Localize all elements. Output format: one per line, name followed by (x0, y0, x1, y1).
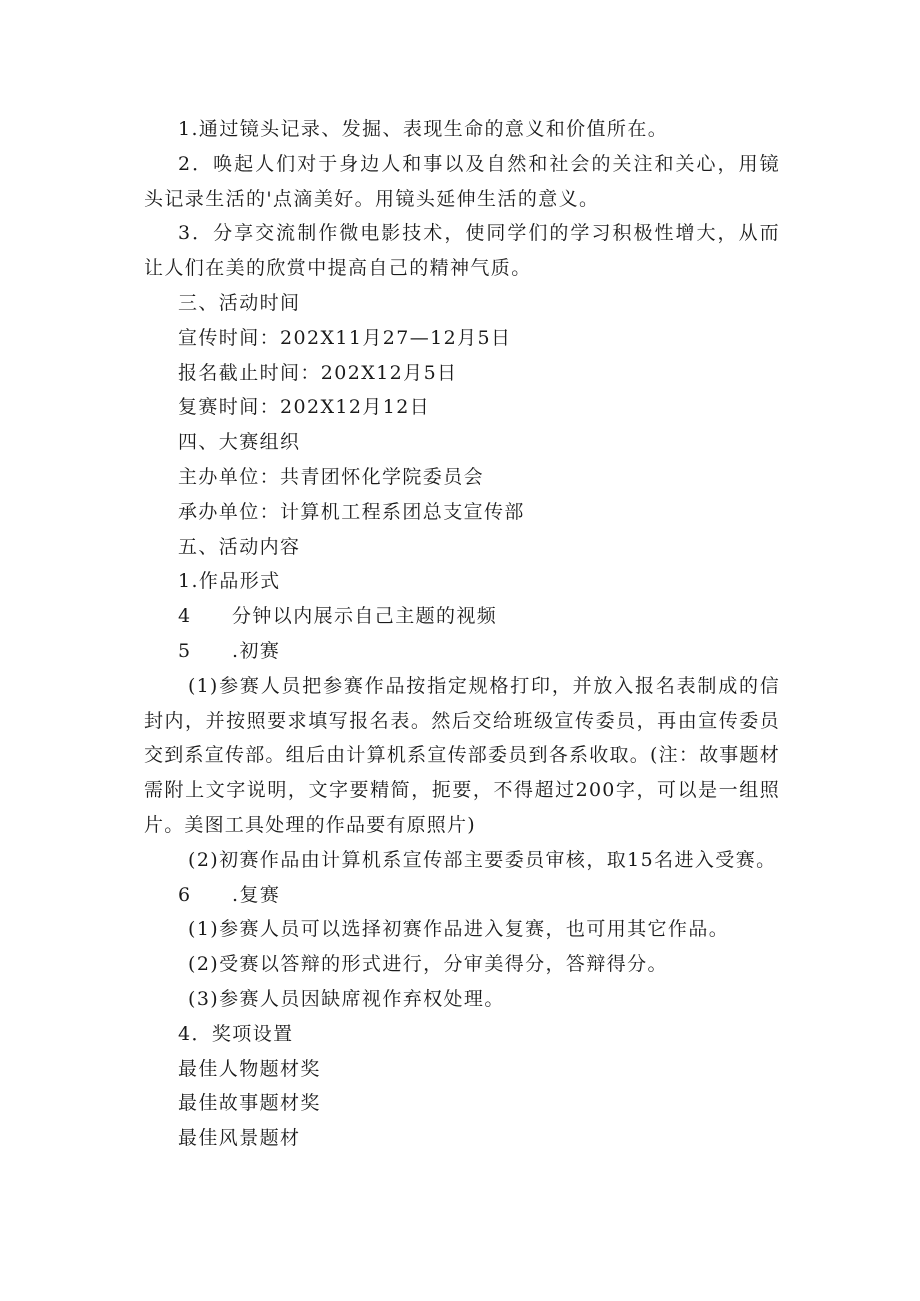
item-number: 5 (178, 639, 192, 662)
award-landscape: 最佳风景题材 (178, 1127, 301, 1150)
organizer: 主办单位：共青团怀化学院委员会 (178, 465, 485, 488)
content-item-final (144, 878, 780, 913)
content-item-preliminary (144, 634, 780, 669)
item-text: .复赛 (232, 883, 281, 906)
content-item-video (144, 599, 780, 634)
co-organizer: 承办单位：计算机工程系团总支宣传部 (178, 500, 525, 523)
award-story: 最佳故事题材奖 (178, 1092, 321, 1115)
final-rule-2: (2)受赛以答辩的形式进行，分审美得分，答辩得分。 (188, 953, 668, 976)
section-heading-organization: 四、大赛组织 (178, 431, 301, 454)
goal-2: 2．唤起人们对于身边人和事以及自然和社会的关注和关心，用镜头记录生活的'点滴美好。用镜头延伸生活的意义。 (144, 152, 780, 210)
award-character: 最佳人物题材奖 (178, 1057, 321, 1080)
preliminary-rule-2: (2)初赛作品由计算机系宣传部主要委员审核，取15名进入受赛。 (188, 848, 777, 871)
item-text: .初赛 (232, 639, 281, 662)
goal-3: 3．分享交流制作微电影技术，使同学们的学习积极性增大，从而让人们在美的欣赏中提高自己的精神气质。 (144, 222, 780, 280)
item-number: 6 (178, 883, 192, 906)
content-item-format: 1.作品形式 (178, 570, 281, 593)
preliminary-rule-1: (1)参赛人员把参赛作品按指定规格打印，并放入报名表制成的信封内，并按照要求填写报名表。然后交给班级宣传委员，再由宣传委员交到系宣传部。组后由计算机系宣传部委员到各系收取。(注：故事题材需附上文字说明，文字要精简，扼要，不得超过200字，可以是一组照片。美图工具处理的作品要有原照片) (144, 674, 780, 836)
section-heading-time: 三、活动时间 (178, 291, 301, 314)
document-body (144, 112, 780, 1156)
content-item-awards: 4．奖项设置 (178, 1022, 294, 1045)
time-registration-deadline: 报名截止时间：202X12月5日 (178, 361, 458, 384)
final-rule-1: (1)参赛人员可以选择初赛作品进入复赛，也可用其它作品。 (188, 918, 730, 941)
time-publicity: 宣传时间：202X11月27—12月5日 (178, 326, 512, 349)
item-number: 4 (178, 605, 192, 628)
section-heading-content: 五、活动内容 (178, 535, 301, 558)
time-final: 复赛时间：202X12月12日 (178, 396, 431, 419)
final-rule-3: (3)参赛人员因缺席视作弃权处理。 (188, 987, 505, 1010)
goal-1: 1.通过镜头记录、发掘、表现生命的意义和价值所在。 (178, 118, 669, 140)
item-text: 分钟以内展示自己主题的视频 (232, 605, 498, 628)
